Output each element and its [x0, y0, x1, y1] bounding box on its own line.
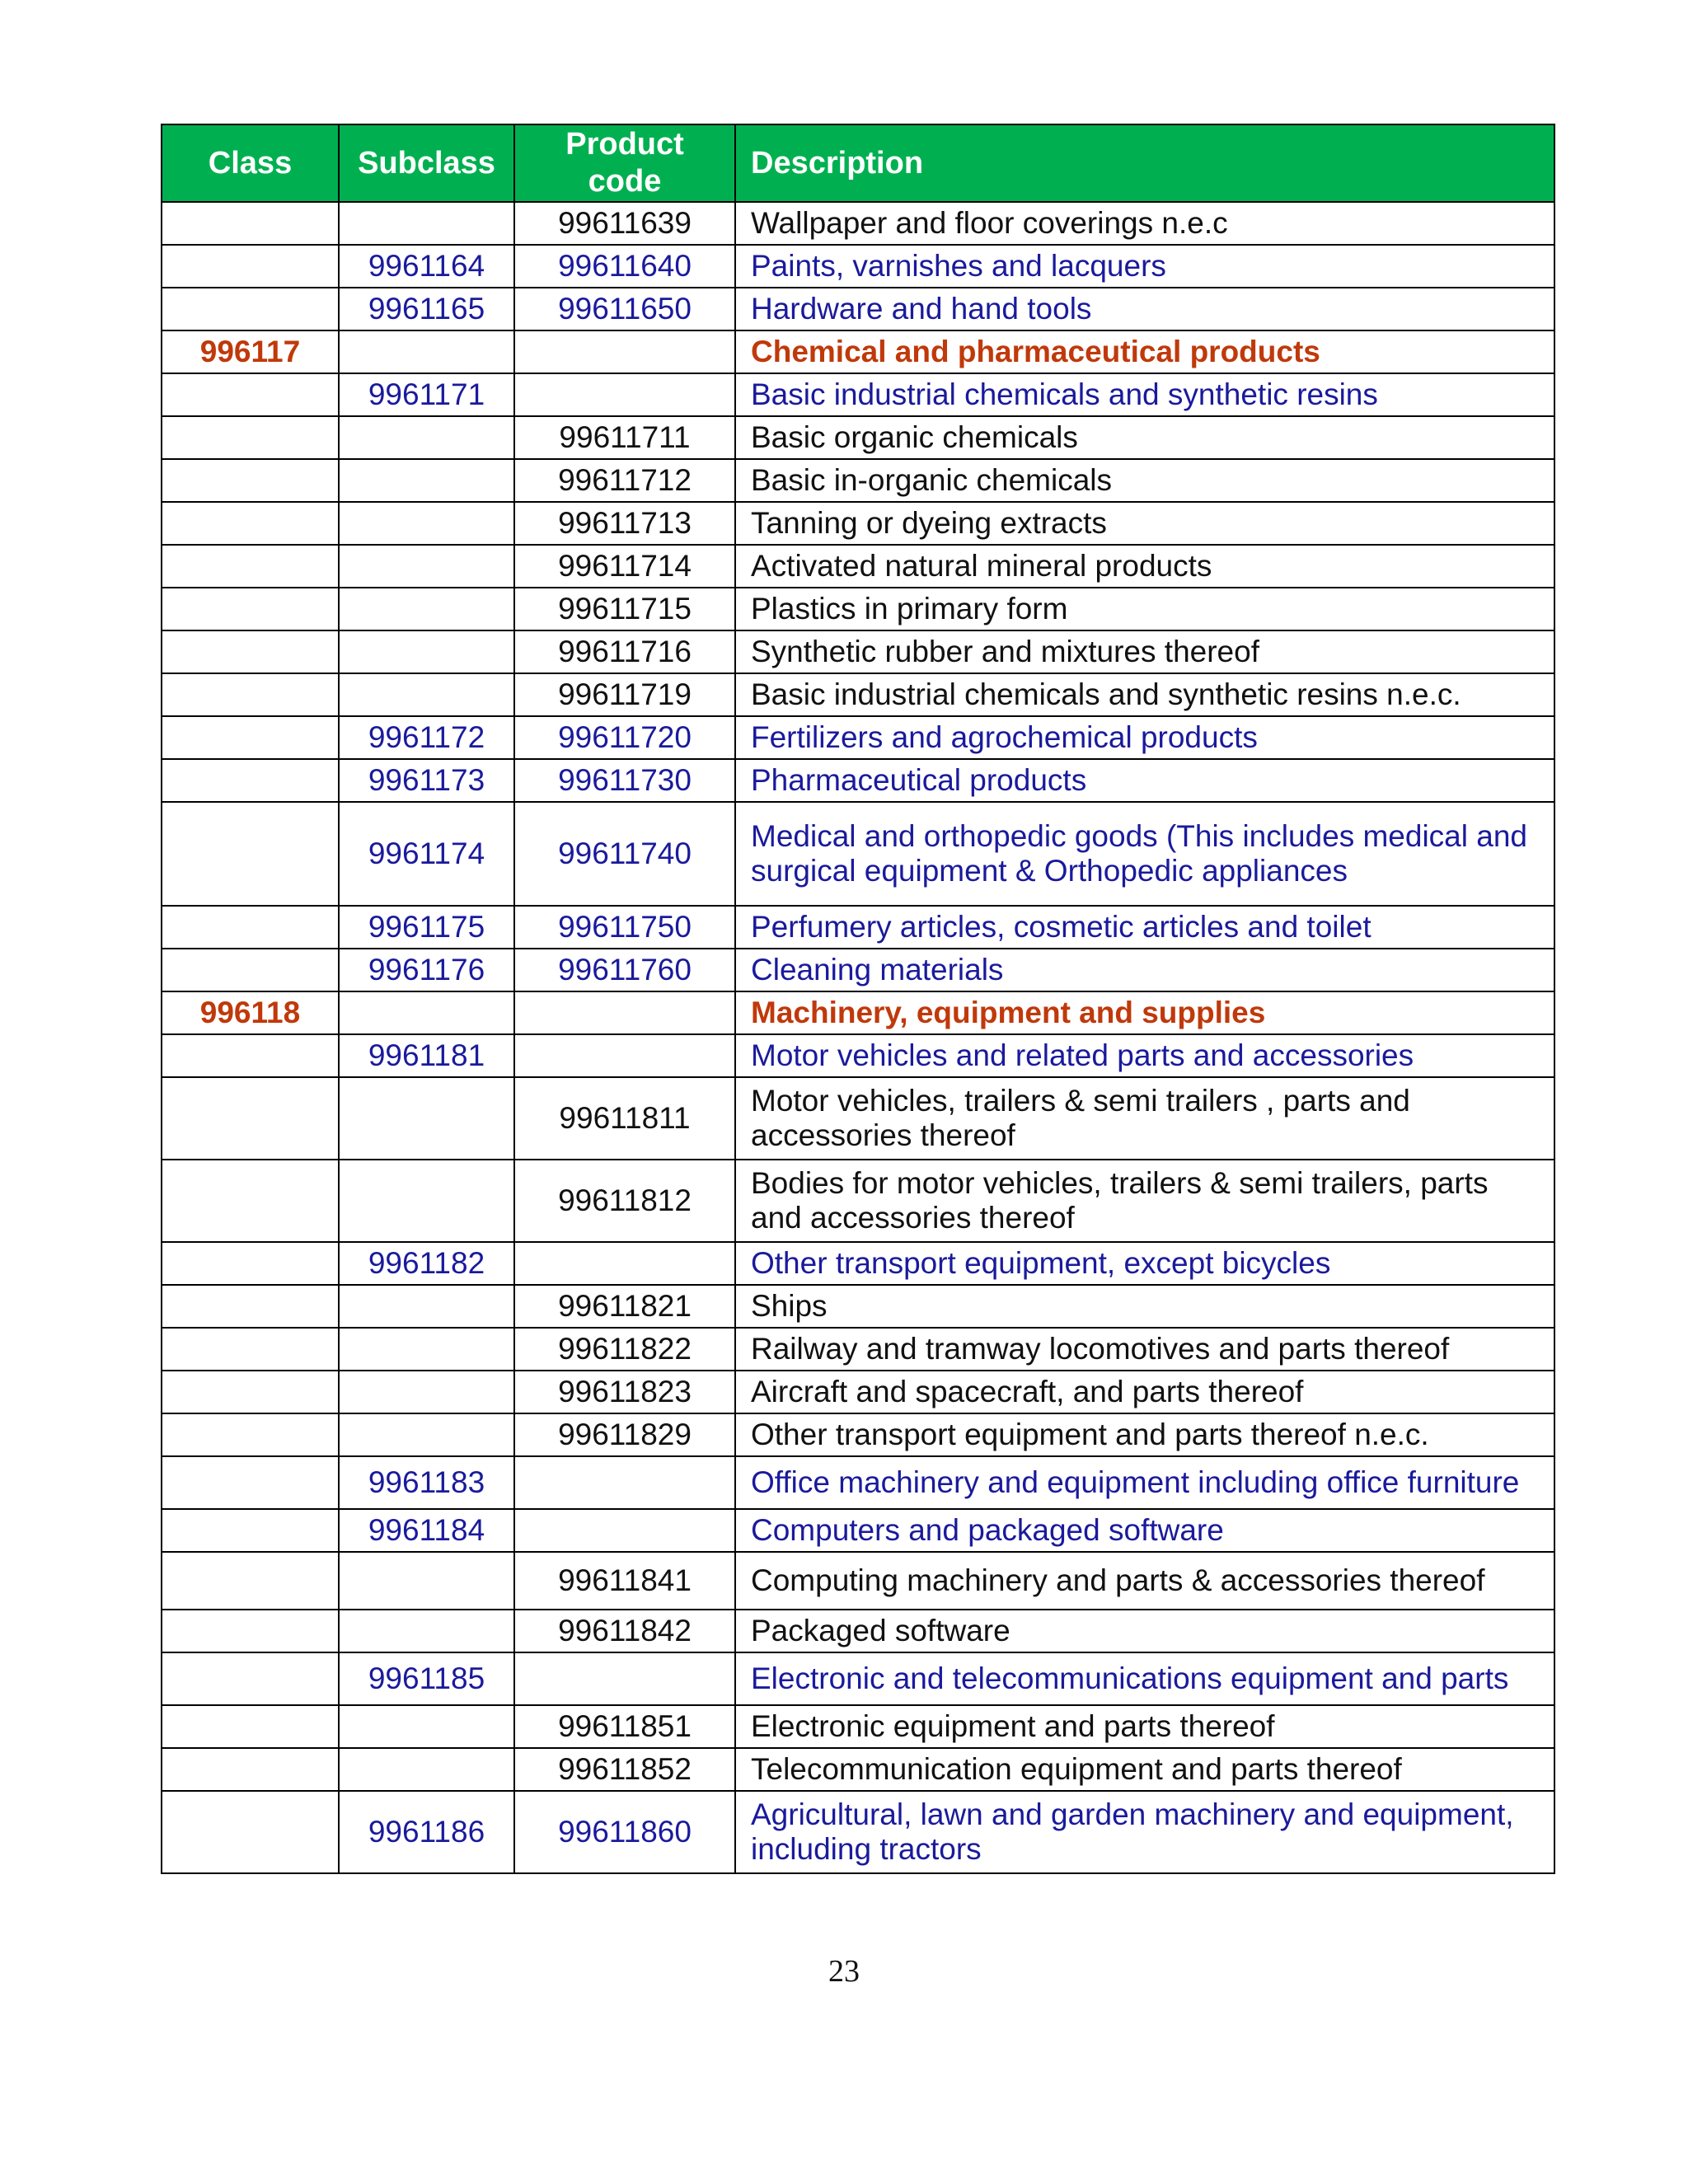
- cell-description: Pharmaceutical products: [735, 759, 1554, 802]
- cell-class: [162, 545, 339, 588]
- table-row: [162, 1652, 1554, 1705]
- table-row: [162, 759, 1554, 802]
- cell-description: Agricultural, lawn and garden machinery and equipment, including tractors: [735, 1791, 1554, 1873]
- cell-subclass: 9961173: [339, 759, 514, 802]
- cell-class: [162, 906, 339, 949]
- cell-description: Computers and packaged software: [735, 1509, 1554, 1552]
- cell-class: [162, 1552, 339, 1610]
- cell-description: Hardware and hand tools: [735, 288, 1554, 330]
- cell-description: Other transport equipment and parts thereof n.e.c.: [735, 1413, 1554, 1456]
- cell-subclass: [339, 502, 514, 545]
- cell-class: [162, 1509, 339, 1552]
- cell-product-code: 99611650: [514, 288, 735, 330]
- table-row: [162, 673, 1554, 716]
- cell-product-code: 99611841: [514, 1552, 735, 1610]
- cell-subclass: 9961185: [339, 1652, 514, 1705]
- cell-subclass: [339, 1552, 514, 1610]
- cell-class: [162, 416, 339, 459]
- cell-description: Perfumery articles, cosmetic articles and toilet: [735, 906, 1554, 949]
- cell-product-code: [514, 1652, 735, 1705]
- cell-class: [162, 949, 339, 991]
- cell-description: Packaged software: [735, 1610, 1554, 1652]
- cell-product-code: 99611750: [514, 906, 735, 949]
- cell-subclass: [339, 1610, 514, 1652]
- table-row: [162, 716, 1554, 759]
- cell-subclass: [339, 1160, 514, 1242]
- cell-description: Fertilizers and agrochemical products: [735, 716, 1554, 759]
- header-class: Class: [162, 124, 339, 202]
- cell-description: Electronic equipment and parts thereof: [735, 1705, 1554, 1748]
- table-header-row: [162, 124, 1554, 202]
- cell-description: Basic organic chemicals: [735, 416, 1554, 459]
- table-row: [162, 906, 1554, 949]
- table-row: [162, 588, 1554, 630]
- cell-product-code: 99611639: [514, 202, 735, 245]
- cell-subclass: 9961165: [339, 288, 514, 330]
- cell-description: Wallpaper and floor coverings n.e.c: [735, 202, 1554, 245]
- cell-subclass: 9961186: [339, 1791, 514, 1873]
- table-row: [162, 802, 1554, 906]
- cell-product-code: 99611822: [514, 1328, 735, 1371]
- cell-class: [162, 1371, 339, 1413]
- cell-class: [162, 630, 339, 673]
- cell-class: [162, 288, 339, 330]
- cell-description: Railway and tramway locomotives and parts thereof: [735, 1328, 1554, 1371]
- cell-class: [162, 1077, 339, 1160]
- cell-subclass: [339, 630, 514, 673]
- cell-description: Motor vehicles and related parts and accessories: [735, 1034, 1554, 1077]
- cell-subclass: 9961172: [339, 716, 514, 759]
- table-row: [162, 1456, 1554, 1509]
- cell-subclass: [339, 459, 514, 502]
- table-row: [162, 1242, 1554, 1285]
- table-row: [162, 202, 1554, 245]
- cell-subclass: [339, 1705, 514, 1748]
- cell-class: [162, 1610, 339, 1652]
- cell-subclass: [339, 588, 514, 630]
- cell-subclass: [339, 416, 514, 459]
- table-row: [162, 1705, 1554, 1748]
- cell-product-code: [514, 991, 735, 1034]
- cell-subclass: [339, 202, 514, 245]
- cell-description: Other transport equipment, except bicycles: [735, 1242, 1554, 1285]
- cell-subclass: [339, 991, 514, 1034]
- cell-class: [162, 1456, 339, 1509]
- cell-subclass: [339, 1077, 514, 1160]
- cell-product-code: 99611730: [514, 759, 735, 802]
- table-row: [162, 630, 1554, 673]
- cell-product-code: 99611711: [514, 416, 735, 459]
- cell-subclass: [339, 1371, 514, 1413]
- table-row: [162, 1160, 1554, 1242]
- table-row: [162, 1034, 1554, 1077]
- table-row: [162, 330, 1554, 373]
- table-row: [162, 1552, 1554, 1610]
- cell-subclass: [339, 545, 514, 588]
- cell-subclass: [339, 1748, 514, 1791]
- cell-product-code: 99611715: [514, 588, 735, 630]
- cell-class: [162, 1652, 339, 1705]
- cell-subclass: 9961171: [339, 373, 514, 416]
- cell-product-code: 99611740: [514, 802, 735, 906]
- cell-product-code: 99611712: [514, 459, 735, 502]
- cell-subclass: [339, 1328, 514, 1371]
- cell-description: Plastics in primary form: [735, 588, 1554, 630]
- cell-subclass: 9961184: [339, 1509, 514, 1552]
- table-row: [162, 1371, 1554, 1413]
- cell-product-code: 99611640: [514, 245, 735, 288]
- table-row: [162, 1509, 1554, 1552]
- cell-product-code: [514, 330, 735, 373]
- cell-description: Electronic and telecommunications equipment and parts: [735, 1652, 1554, 1705]
- header-product-code: Product code: [514, 124, 735, 202]
- cell-product-code: [514, 1242, 735, 1285]
- cell-product-code: 99611823: [514, 1371, 735, 1413]
- cell-subclass: 9961176: [339, 949, 514, 991]
- cell-description: Machinery, equipment and supplies: [735, 991, 1554, 1034]
- cell-description: Synthetic rubber and mixtures thereof: [735, 630, 1554, 673]
- cell-class: [162, 759, 339, 802]
- cell-class: [162, 1748, 339, 1791]
- cell-subclass: 9961181: [339, 1034, 514, 1077]
- table-row: [162, 1791, 1554, 1873]
- table-row: [162, 502, 1554, 545]
- cell-class: [162, 716, 339, 759]
- cell-product-code: 99611851: [514, 1705, 735, 1748]
- cell-description: Chemical and pharmaceutical products: [735, 330, 1554, 373]
- cell-class: [162, 588, 339, 630]
- table-row: [162, 1610, 1554, 1652]
- cell-class: 996117: [162, 330, 339, 373]
- cell-subclass: [339, 330, 514, 373]
- cell-subclass: 9961183: [339, 1456, 514, 1509]
- cell-class: [162, 673, 339, 716]
- cell-subclass: 9961164: [339, 245, 514, 288]
- cell-subclass: 9961175: [339, 906, 514, 949]
- header-description: Description: [735, 124, 1554, 202]
- cell-class: [162, 1034, 339, 1077]
- cell-class: [162, 502, 339, 545]
- table-row: [162, 1328, 1554, 1371]
- cell-product-code: 99611716: [514, 630, 735, 673]
- cell-description: Basic industrial chemicals and synthetic resins: [735, 373, 1554, 416]
- cell-product-code: [514, 1456, 735, 1509]
- table-row: [162, 288, 1554, 330]
- cell-description: Aircraft and spacecraft, and parts thereof: [735, 1371, 1554, 1413]
- table-row: [162, 245, 1554, 288]
- cell-product-code: [514, 373, 735, 416]
- cell-product-code: 99611720: [514, 716, 735, 759]
- cell-product-code: 99611713: [514, 502, 735, 545]
- cell-class: [162, 1705, 339, 1748]
- cell-class: 996118: [162, 991, 339, 1034]
- cell-product-code: 99611812: [514, 1160, 735, 1242]
- cell-description: Medical and orthopedic goods (This includes medical and surgical equipment & Orthopedic appliances: [735, 802, 1554, 906]
- cell-class: [162, 1791, 339, 1873]
- cell-description: Telecommunication equipment and parts thereof: [735, 1748, 1554, 1791]
- cell-product-code: 99611760: [514, 949, 735, 991]
- table-body: [162, 202, 1554, 1873]
- cell-subclass: [339, 1413, 514, 1456]
- product-code-table: [161, 124, 1555, 1874]
- cell-class: [162, 1242, 339, 1285]
- cell-description: Basic in-organic chemicals: [735, 459, 1554, 502]
- table-row: [162, 416, 1554, 459]
- table-row: [162, 1748, 1554, 1791]
- cell-description: Cleaning materials: [735, 949, 1554, 991]
- cell-description: Bodies for motor vehicles, trailers & semi trailers, parts and accessories thereof: [735, 1160, 1554, 1242]
- table-row: [162, 1413, 1554, 1456]
- cell-class: [162, 245, 339, 288]
- cell-product-code: [514, 1509, 735, 1552]
- cell-class: [162, 1413, 339, 1456]
- table-row: [162, 373, 1554, 416]
- table-row: [162, 459, 1554, 502]
- table-row: [162, 991, 1554, 1034]
- cell-subclass: 9961182: [339, 1242, 514, 1285]
- cell-class: [162, 802, 339, 906]
- page-number: 23: [828, 1954, 860, 1989]
- cell-description: Office machinery and equipment including office furniture: [735, 1456, 1554, 1509]
- cell-description: Motor vehicles, trailers & semi trailers , parts and accessories thereof: [735, 1077, 1554, 1160]
- cell-product-code: 99611821: [514, 1285, 735, 1328]
- cell-product-code: [514, 1034, 735, 1077]
- table-row: [162, 949, 1554, 991]
- cell-subclass: [339, 1285, 514, 1328]
- cell-class: [162, 202, 339, 245]
- cell-description: Computing machinery and parts & accessories thereof: [735, 1552, 1554, 1610]
- cell-class: [162, 1160, 339, 1242]
- cell-class: [162, 1328, 339, 1371]
- cell-product-code: 99611829: [514, 1413, 735, 1456]
- cell-product-code: 99611714: [514, 545, 735, 588]
- cell-class: [162, 1285, 339, 1328]
- cell-product-code: 99611719: [514, 673, 735, 716]
- cell-product-code: 99611842: [514, 1610, 735, 1652]
- cell-product-code: 99611860: [514, 1791, 735, 1873]
- table-row: [162, 1077, 1554, 1160]
- cell-class: [162, 373, 339, 416]
- cell-description: Activated natural mineral products: [735, 545, 1554, 588]
- table-row: [162, 1285, 1554, 1328]
- cell-description: Ships: [735, 1285, 1554, 1328]
- cell-subclass: [339, 673, 514, 716]
- cell-product-code: 99611811: [514, 1077, 735, 1160]
- cell-description: Tanning or dyeing extracts: [735, 502, 1554, 545]
- cell-class: [162, 459, 339, 502]
- header-subclass: Subclass: [339, 124, 514, 202]
- cell-description: Paints, varnishes and lacquers: [735, 245, 1554, 288]
- cell-subclass: 9961174: [339, 802, 514, 906]
- cell-product-code: 99611852: [514, 1748, 735, 1791]
- table-row: [162, 545, 1554, 588]
- cell-description: Basic industrial chemicals and synthetic resins n.e.c.: [735, 673, 1554, 716]
